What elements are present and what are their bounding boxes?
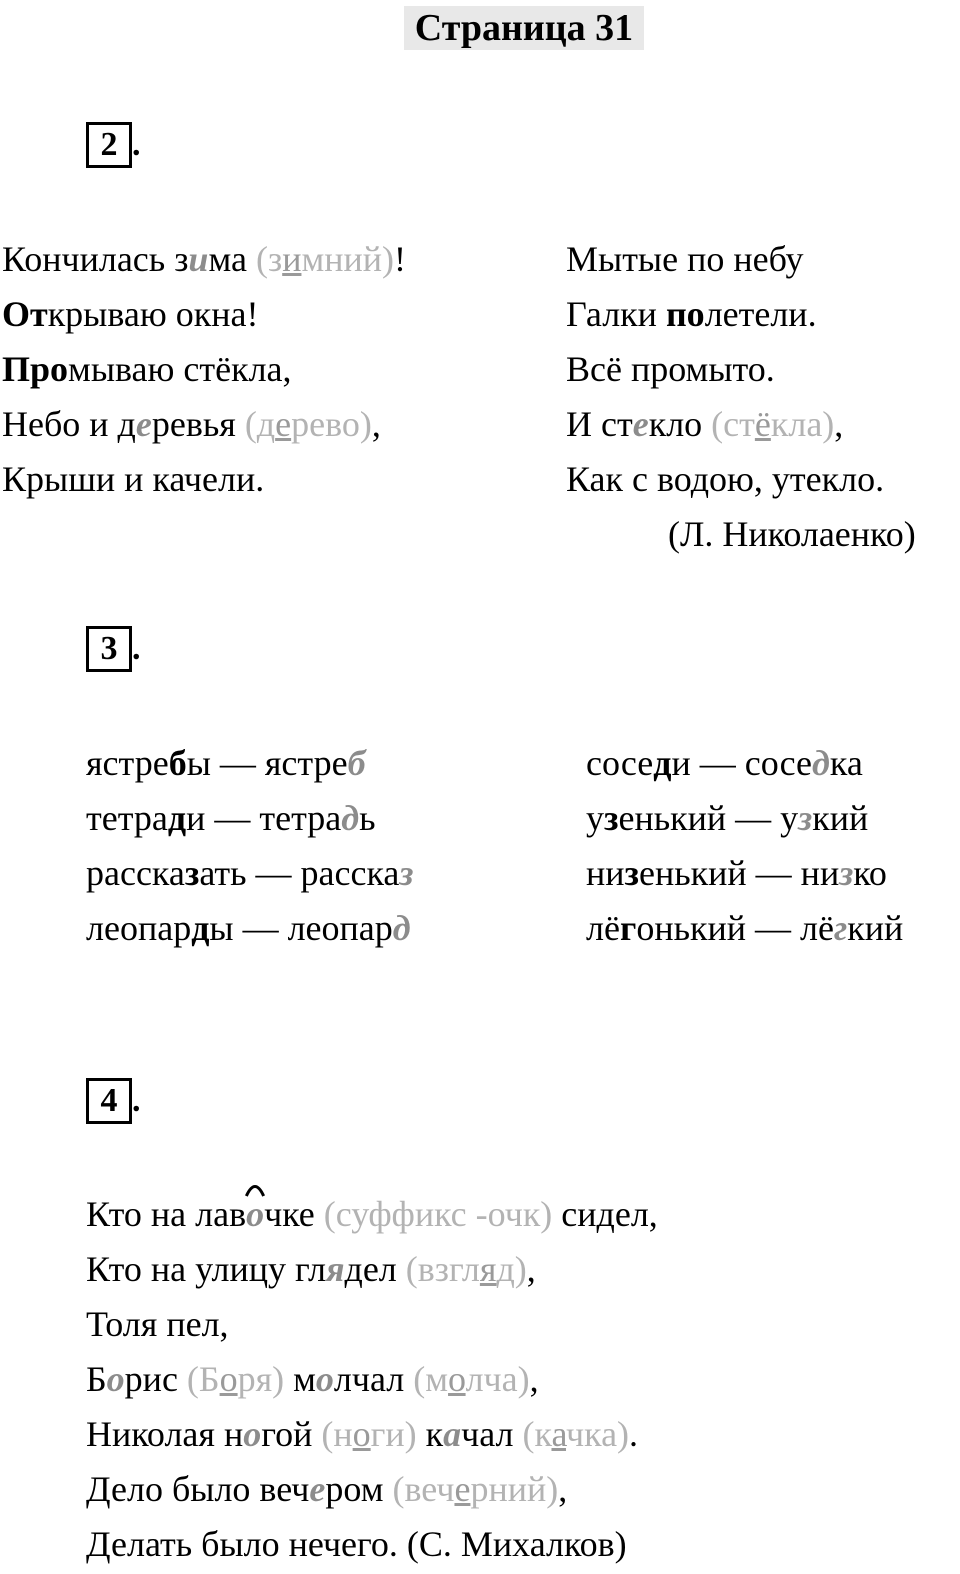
ex2-line: Галки полетели. [566, 294, 817, 334]
ex3-line: леопарды — леопард [86, 908, 411, 948]
page-title: Страница 31 [404, 6, 644, 50]
ex2-line: Крыши и качели. [2, 459, 265, 499]
ex3-line: лёгонький — лёгкий [586, 908, 904, 948]
ex2-line: Небо и деревья (дерево), [2, 404, 381, 444]
exercise-2-number: 2 . [86, 122, 141, 168]
exercise-3-number: 3 . [86, 626, 141, 672]
ex3-line: рассказать — рассказ [86, 853, 414, 893]
ex3-line: соседи — соседка [586, 743, 863, 783]
ex3-line: узенький — узкий [586, 798, 869, 838]
ex4-line: Дело было вечером (вечерний), [86, 1469, 568, 1509]
ex4-line: Кто на улицу глядел (взгляд), [86, 1249, 536, 1289]
ex3-left-column [86, 736, 413, 956]
ex4-line: Николая ногой (ноги) качал (качка). [86, 1414, 639, 1454]
ex4-poem [86, 1187, 658, 1572]
ex2-line: Мытые по небу [566, 239, 804, 279]
ex4-line: Кто на лав очке (суффикс -очк) сидел, [86, 1187, 658, 1242]
ex3-line: низенький — низко [586, 853, 887, 893]
ex2-right-column [566, 232, 884, 507]
ex2-line: Промываю стёкла, [2, 349, 292, 389]
ex4-line: Борис (Боря) молчал (молча), [86, 1359, 539, 1399]
ex2-author [668, 507, 916, 562]
root-arc-mark: о [246, 1187, 264, 1242]
ex2-left-column [2, 232, 406, 507]
ex2-line: Кончилась зима (зимний)! [2, 239, 407, 279]
exercise-4-number: 4 . [86, 1078, 141, 1124]
ex2-line: Открываю окна! [2, 294, 259, 334]
ex2-line: И стекло (стёкла), [566, 404, 844, 444]
ex3-line: ястребы — ястреб [86, 743, 366, 783]
ex3-right-column [586, 736, 903, 956]
ex4-line: Делать было нечего. (С. Михалков) [86, 1524, 627, 1564]
ex2-line: Как с водою, утекло. [566, 459, 885, 499]
ex3-line: тетради — тетрадь [86, 798, 376, 838]
author-line: (Л. Николаенко) [668, 514, 916, 554]
ex4-line: Толя пел, [86, 1304, 229, 1344]
ex2-line: Всё промыто. [566, 349, 775, 389]
